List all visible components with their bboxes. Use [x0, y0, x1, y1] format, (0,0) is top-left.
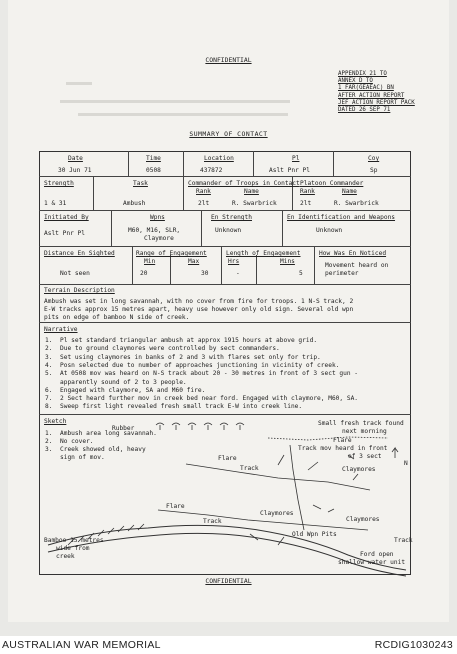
- length-mins-value: 5: [299, 270, 303, 277]
- enemy-strength-value: Unknown: [215, 227, 242, 234]
- narrative-item-number: 2.: [45, 345, 53, 353]
- narrative-item-text: Due to ground claymores were controlled by sect commanders.: [60, 345, 280, 353]
- length-mins-label: Mins: [280, 258, 295, 265]
- sketch-track: Track: [203, 518, 222, 525]
- platoon-commander-rank-label: Rank: [300, 188, 315, 195]
- length-hrs-value: -: [236, 270, 240, 277]
- sketch-claymores: Claymores: [260, 510, 294, 517]
- sketch-note: No cover.: [60, 438, 94, 445]
- narrative-item-number: 6.: [45, 386, 53, 394]
- sketch-flare: Flare: [333, 437, 352, 444]
- document-title: SUMMARY OF CONTACT: [189, 130, 268, 138]
- sketch-north: N: [404, 460, 408, 467]
- narrative-item-text: Posn selected due to number of approaches junctioning in vicinity of creek.: [60, 361, 340, 369]
- sketch-drawing: [8, 0, 449, 622]
- sketch-note-num: 1.: [45, 430, 53, 437]
- enemy-identification-label: En Identification and Weapons: [287, 214, 396, 221]
- sketch-bamboo: wide from: [56, 545, 90, 552]
- platoon-commander-name: R. Swarbrick: [334, 200, 379, 207]
- strength-label: Strength: [44, 180, 74, 187]
- sketch-note: Ambush area long savannah.: [60, 430, 157, 437]
- how-noticed-value: perimeter: [325, 270, 359, 277]
- narrative-item-number: 5.: [45, 370, 53, 378]
- date-value: 30 Jun 71: [58, 167, 92, 174]
- document-page: [8, 0, 449, 622]
- sketch-note: Creek showed old, heavy: [60, 446, 146, 453]
- how-noticed-label: How Was En Noticed: [319, 250, 387, 257]
- platoon-commander-label: Platoon Commander: [300, 180, 364, 187]
- sketch-old-wpn-pits: Old Wpn Pits: [292, 531, 337, 538]
- range-min-value: 20: [140, 270, 148, 277]
- sketch-fresh-track: next morning: [342, 428, 387, 435]
- commander-rank-label: Rank: [196, 188, 211, 195]
- how-noticed-value: Movement heard on: [325, 262, 389, 269]
- narrative-item-number: 4.: [45, 361, 53, 369]
- sketch-bamboo: Bamboo 15 metres: [44, 537, 104, 544]
- strength-value: 1 & 31: [44, 200, 67, 207]
- location-label: Location: [204, 155, 234, 162]
- appendix-line: ANNEX D TO: [338, 78, 373, 85]
- length-hrs-label: Hrs: [228, 258, 240, 265]
- range-max-label: Max: [188, 258, 200, 265]
- weapons-value: M60, M16, SLR,: [128, 227, 181, 234]
- terrain-line: pits on edge of bamboo N side of creek.: [44, 314, 190, 321]
- length-label: Length of Engagement: [226, 250, 301, 257]
- sketch-fresh-track: Small fresh track found: [318, 420, 404, 427]
- archive-record-id: RCDIG1030243: [374, 639, 453, 651]
- weapons-label: Wpns: [150, 214, 165, 221]
- sketch-note-num: 3.: [45, 446, 53, 453]
- initiated-by-value: Aslt Pnr Pl: [44, 230, 85, 237]
- distance-sighted-value: Not seen: [60, 270, 90, 277]
- narrative-item-number: 3.: [45, 353, 53, 361]
- commander-rank: 2lt: [198, 200, 210, 207]
- sketch-claymores: Claymores: [346, 516, 380, 523]
- archive-footer: [0, 636, 457, 654]
- narrative-item-number: 8.: [45, 403, 53, 411]
- sketch-note-num: 2.: [45, 438, 53, 445]
- classification-top: CONFIDENTIAL: [205, 56, 252, 64]
- narrative-item-number: 1.: [45, 337, 53, 344]
- company-value: Sp: [370, 167, 378, 174]
- sketch-bamboo: creek: [56, 553, 75, 560]
- platoon-commander-name-label: Name: [342, 188, 357, 195]
- sketch-rubber-label: Rubber: [112, 425, 135, 432]
- terrain-label: Terrain Description: [44, 287, 115, 294]
- date-label: Date: [68, 155, 83, 162]
- commander-label: Commander of Troops in Contact: [188, 180, 300, 187]
- sketch-ford: shallow water unit: [338, 559, 406, 566]
- sketch-claymores: Claymores: [342, 466, 376, 473]
- sketch-note: sign of mov.: [60, 454, 105, 461]
- appendix-line: AFTER ACTION REPORT: [338, 92, 405, 99]
- commander-name: R. Swarbrick: [232, 200, 277, 207]
- platoon-commander-rank: 2lt: [300, 200, 312, 207]
- sketch-track: Track: [394, 537, 413, 544]
- narrative-item-text: 2 Sect heard further mov in creek bed near ford. Engaged with claymore, M60, SA.: [60, 395, 359, 403]
- archive-name: AUSTRALIAN WAR MEMORIAL: [2, 639, 161, 651]
- terrain-line: E-W tracks approx 15 metres apart, heavy use however only old sign. Several old wpn: [44, 306, 354, 313]
- narrative-item-text: Set using claymores in banks of 2 and 3 with flares set only for trip.: [60, 353, 321, 361]
- platoon-value: Aslt Pnr Pl: [269, 167, 310, 174]
- enemy-strength-label: En Strength: [211, 214, 252, 221]
- distance-sighted-label: Distance En Sighted: [44, 250, 115, 257]
- time-label: Time: [146, 155, 161, 162]
- sketch-track: Track: [240, 465, 259, 472]
- sketch-ford: Ford open: [360, 551, 394, 558]
- commander-name-label: Name: [244, 188, 259, 195]
- weapons-value: Claymore: [144, 235, 174, 242]
- narrative-label: Narrative: [44, 326, 78, 333]
- time-value: 0508: [146, 167, 161, 174]
- appendix-line: APPENDIX 21 TO: [338, 71, 387, 77]
- narrative-item-text: At 0508 mov was heard on N-S track about 20 - 30 metres in front of 3 sect gun -: [60, 370, 359, 378]
- sketch-mov-heard: of 3 sect: [348, 453, 382, 460]
- initiated-by-label: Initiated By: [44, 214, 89, 221]
- task-label: Task: [133, 180, 148, 187]
- sketch-mov-heard: Track mov heard in front: [298, 445, 388, 452]
- range-label: Range of Engagement: [136, 250, 207, 257]
- task-value: Ambush: [123, 200, 146, 207]
- appendix-line: JEF ACTION REPORT PACK: [338, 99, 415, 106]
- rubber-tree-icons: [156, 423, 244, 430]
- narrative-item-text: Engaged with claymore, SA and M60 fire.: [60, 386, 206, 394]
- sketch-label: Sketch: [44, 418, 67, 425]
- classification-bottom: CONFIDENTIAL: [205, 577, 252, 585]
- platoon-label: Pl: [292, 155, 300, 162]
- appendix-line: 1 FAR(GEAEAC) BN: [338, 85, 394, 92]
- appendix-line: DATED 26 SEP 71: [338, 107, 391, 114]
- narrative-item-text: Sweep first light revealed fresh small track E-W into creek line.: [60, 403, 303, 411]
- sketch-flare: Flare: [166, 503, 185, 510]
- sketch-flare: Flare: [218, 455, 237, 462]
- enemy-identification-value: Unknown: [316, 227, 343, 234]
- company-label: Coy: [368, 155, 380, 162]
- location-value: 437872: [200, 167, 223, 174]
- narrative-item-text: Pl set standard triangular ambush at approx 1915 hours at above grid.: [60, 337, 318, 344]
- terrain-line: Ambush was set in long savannah, with no cover from fire for troops. 1 N-S track, 2: [44, 298, 354, 305]
- range-max-value: 30: [201, 270, 209, 277]
- narrative-item-text: apparently sound of 2 to 3 people.: [60, 378, 187, 386]
- narrative-item-number: 7.: [45, 395, 53, 403]
- range-min-label: Min: [144, 258, 156, 265]
